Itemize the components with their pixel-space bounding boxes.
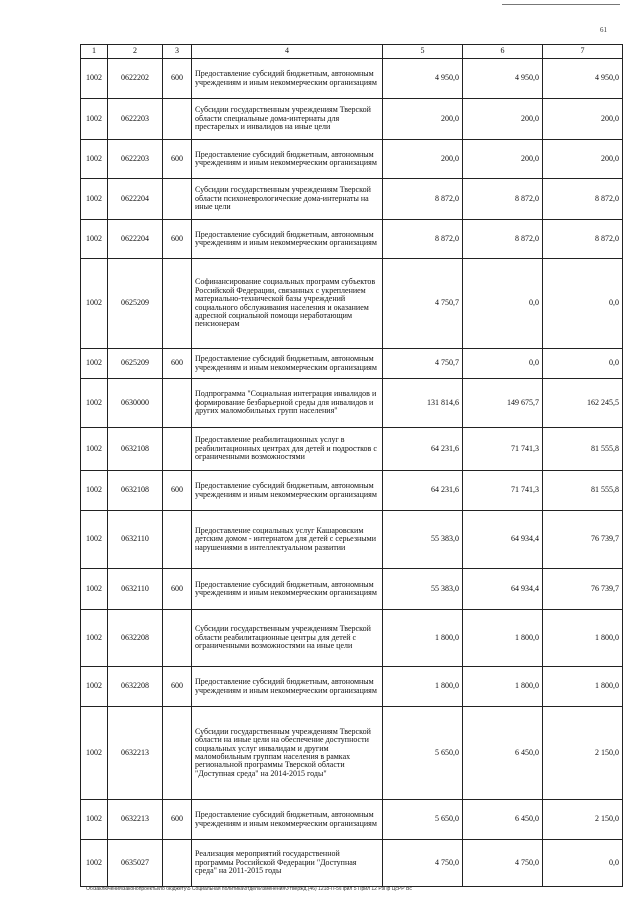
item-name: Софинансирование социальных программ субъектов Российской Федерации, связанных с укреплением материально-технической базы учреждений социального обслуживания населения и оказанием адресной социальной помощи неработающим пенсионерам bbox=[192, 259, 383, 349]
section-code: 1002 bbox=[81, 379, 108, 428]
amount-col7: 1 800,0 bbox=[543, 667, 623, 707]
amount-col5: 4 750,0 bbox=[383, 840, 463, 887]
target-code: 0625209 bbox=[108, 259, 163, 349]
amount-col7: 8 872,0 bbox=[543, 220, 623, 259]
amount-col5: 4 750,7 bbox=[383, 259, 463, 349]
header-cell: 6 bbox=[463, 45, 543, 59]
item-name: Реализация мероприятий государственной программы Российской Федерации "Доступная среда" на 2011-2015 годы bbox=[192, 840, 383, 887]
table-row bbox=[81, 59, 623, 99]
amount-col5: 64 231,6 bbox=[383, 471, 463, 511]
expense-type: 600 bbox=[163, 569, 192, 610]
item-name: Предоставление субсидий бюджетным, автономным учреждениям и иным некоммерческим организациям bbox=[192, 569, 383, 610]
amount-col6: 200,0 bbox=[463, 99, 543, 140]
table-row bbox=[81, 140, 623, 179]
amount-col7: 81 555,8 bbox=[543, 471, 623, 511]
expense-type bbox=[163, 179, 192, 220]
section-code: 1002 bbox=[81, 471, 108, 511]
expense-type bbox=[163, 610, 192, 667]
table-row bbox=[81, 569, 623, 610]
item-name: Предоставление субсидий бюджетным, автономным учреждениям и иным некоммерческим организациям bbox=[192, 349, 383, 379]
amount-col5: 5 650,0 bbox=[383, 800, 463, 840]
item-name: Предоставление субсидий бюджетным, автономным учреждениям и иным некоммерческим организациям bbox=[192, 800, 383, 840]
section-code: 1002 bbox=[81, 569, 108, 610]
target-code: 0625209 bbox=[108, 349, 163, 379]
amount-col6: 0,0 bbox=[463, 349, 543, 379]
table-row bbox=[81, 259, 623, 349]
amount-col5: 5 650,0 bbox=[383, 707, 463, 800]
section-code: 1002 bbox=[81, 140, 108, 179]
item-name: Предоставление субсидий бюджетным, автономным учреждениям и иным некоммерческим организациям bbox=[192, 59, 383, 99]
amount-col5: 1 800,0 bbox=[383, 667, 463, 707]
target-code: 0622203 bbox=[108, 99, 163, 140]
header-row bbox=[81, 45, 623, 59]
amount-col5: 55 383,0 bbox=[383, 569, 463, 610]
amount-col7: 0,0 bbox=[543, 259, 623, 349]
amount-col7: 0,0 bbox=[543, 840, 623, 887]
amount-col5: 1 800,0 bbox=[383, 610, 463, 667]
item-name: Подпрограмма "Социальная интеграция инвалидов и формирование безбарьерной среды для инвалидов и других маломобильных групп населения" bbox=[192, 379, 383, 428]
expense-type bbox=[163, 428, 192, 471]
section-code: 1002 bbox=[81, 707, 108, 800]
target-code: 0632110 bbox=[108, 511, 163, 569]
item-name: Предоставление реабилитационных услуг в реабилитационных центрах для детей и подростков с ограниченными возможностями bbox=[192, 428, 383, 471]
header-cell: 1 bbox=[81, 45, 108, 59]
expense-type: 600 bbox=[163, 59, 192, 99]
header-cell: 3 bbox=[163, 45, 192, 59]
table-row bbox=[81, 667, 623, 707]
table-row bbox=[81, 707, 623, 800]
target-code: 0632213 bbox=[108, 800, 163, 840]
expense-type bbox=[163, 379, 192, 428]
amount-col5: 200,0 bbox=[383, 99, 463, 140]
expense-type: 600 bbox=[163, 667, 192, 707]
amount-col6: 0,0 bbox=[463, 259, 543, 349]
amount-col7: 1 800,0 bbox=[543, 610, 623, 667]
amount-col6: 4 750,0 bbox=[463, 840, 543, 887]
item-name: Предоставление субсидий бюджетным, автономным учреждениям и иным некоммерческим организациям bbox=[192, 140, 383, 179]
section-code: 1002 bbox=[81, 259, 108, 349]
amount-col7: 2 150,0 bbox=[543, 707, 623, 800]
section-code: 1002 bbox=[81, 220, 108, 259]
target-code: 0632108 bbox=[108, 428, 163, 471]
amount-col5: 131 814,6 bbox=[383, 379, 463, 428]
target-code: 0630000 bbox=[108, 379, 163, 428]
table-row bbox=[81, 179, 623, 220]
item-name: Субсидии государственным учреждениям Тверской области психоневрологические дома-интернаты на иные цели bbox=[192, 179, 383, 220]
amount-col7: 162 245,5 bbox=[543, 379, 623, 428]
amount-col6: 8 872,0 bbox=[463, 179, 543, 220]
section-code: 1002 bbox=[81, 428, 108, 471]
table-row bbox=[81, 511, 623, 569]
section-code: 1002 bbox=[81, 179, 108, 220]
expense-type: 600 bbox=[163, 471, 192, 511]
table-row bbox=[81, 428, 623, 471]
section-code: 1002 bbox=[81, 99, 108, 140]
section-code: 1002 bbox=[81, 610, 108, 667]
amount-col7: 0,0 bbox=[543, 349, 623, 379]
table-row bbox=[81, 471, 623, 511]
amount-col5: 8 872,0 bbox=[383, 179, 463, 220]
item-name: Субсидии государственным учреждениям Тверской области на иные цели на обеспечение доступности социальных услуг инвалидам и другим маломобильным группам населения в рамках региональной программы Тверской области "Доступная среда" на 2014-2015 годы" bbox=[192, 707, 383, 800]
amount-col6: 6 450,0 bbox=[463, 707, 543, 800]
expense-type: 600 bbox=[163, 800, 192, 840]
amount-col6: 64 934,4 bbox=[463, 569, 543, 610]
section-code: 1002 bbox=[81, 667, 108, 707]
target-code: 0622204 bbox=[108, 220, 163, 259]
header-cell: 4 bbox=[192, 45, 383, 59]
target-code: 0622204 bbox=[108, 179, 163, 220]
amount-col6: 1 800,0 bbox=[463, 667, 543, 707]
amount-col6: 71 741,3 bbox=[463, 471, 543, 511]
section-code: 1002 bbox=[81, 511, 108, 569]
expense-type: 600 bbox=[163, 349, 192, 379]
target-code: 0632213 bbox=[108, 707, 163, 800]
item-name: Предоставление субсидий бюджетным, автономным учреждениям и иным некоммерческим организациям bbox=[192, 220, 383, 259]
amount-col7: 76 739,7 bbox=[543, 511, 623, 569]
target-code: 0632110 bbox=[108, 569, 163, 610]
amount-col7: 200,0 bbox=[543, 140, 623, 179]
amount-col5: 64 231,6 bbox=[383, 428, 463, 471]
amount-col6: 6 450,0 bbox=[463, 800, 543, 840]
table-row bbox=[81, 840, 623, 887]
amount-col6: 4 950,0 bbox=[463, 59, 543, 99]
amount-col5: 55 383,0 bbox=[383, 511, 463, 569]
item-name: Субсидии государственным учреждениям Тверской области реабилитационные центры для детей с ограниченными возможностями на иные цели bbox=[192, 610, 383, 667]
item-name: Предоставление субсидий бюджетным, автономным учреждениям и иным некоммерческим организациям bbox=[192, 667, 383, 707]
file-path-footer: Об\заключения\законопроекты\по бюджету\5 Социальная политика\отдел\Изменения\Утвержд.(46) 1218-П-5\Прил 5 Прил 12 РзПр ЦсРР Вс bbox=[86, 886, 412, 892]
section-code: 1002 bbox=[81, 59, 108, 99]
expense-type: 600 bbox=[163, 220, 192, 259]
table-row bbox=[81, 610, 623, 667]
expense-type bbox=[163, 99, 192, 140]
expense-type bbox=[163, 840, 192, 887]
target-code: 0632208 bbox=[108, 610, 163, 667]
table-row bbox=[81, 99, 623, 140]
table-row bbox=[81, 379, 623, 428]
amount-col7: 81 555,8 bbox=[543, 428, 623, 471]
amount-col6: 64 934,4 bbox=[463, 511, 543, 569]
amount-col6: 149 675,7 bbox=[463, 379, 543, 428]
item-name: Предоставление социальных услуг Кашаровским детским домом - интернатом для детей с серьезными нарушениями в интеллектуальном развитии bbox=[192, 511, 383, 569]
header-cell: 5 bbox=[383, 45, 463, 59]
amount-col5: 200,0 bbox=[383, 140, 463, 179]
header-cell: 7 bbox=[543, 45, 623, 59]
amount-col6: 71 741,3 bbox=[463, 428, 543, 471]
table-row bbox=[81, 800, 623, 840]
table-row bbox=[81, 220, 623, 259]
amount-col5: 4 950,0 bbox=[383, 59, 463, 99]
target-code: 0632208 bbox=[108, 667, 163, 707]
amount-col5: 4 750,7 bbox=[383, 349, 463, 379]
expense-type bbox=[163, 707, 192, 800]
section-code: 1002 bbox=[81, 800, 108, 840]
amount-col7: 76 739,7 bbox=[543, 569, 623, 610]
target-code: 0622203 bbox=[108, 140, 163, 179]
target-code: 0632108 bbox=[108, 471, 163, 511]
amount-col7: 200,0 bbox=[543, 99, 623, 140]
target-code: 0622202 bbox=[108, 59, 163, 99]
budget-table bbox=[80, 44, 623, 887]
header-cell: 2 bbox=[108, 45, 163, 59]
expense-type bbox=[163, 259, 192, 349]
amount-col6: 200,0 bbox=[463, 140, 543, 179]
top-rule bbox=[502, 4, 620, 5]
page-number: 61 bbox=[600, 26, 607, 34]
amount-col5: 8 872,0 bbox=[383, 220, 463, 259]
section-code: 1002 bbox=[81, 349, 108, 379]
table-row bbox=[81, 349, 623, 379]
item-name: Предоставление субсидий бюджетным, автономным учреждениям и иным некоммерческим организациям bbox=[192, 471, 383, 511]
section-code: 1002 bbox=[81, 840, 108, 887]
expense-type bbox=[163, 511, 192, 569]
item-name: Субсидии государственным учреждениям Тверской области специальные дома-интернаты для престарелых и инвалидов на иные цели bbox=[192, 99, 383, 140]
amount-col7: 8 872,0 bbox=[543, 179, 623, 220]
amount-col6: 8 872,0 bbox=[463, 220, 543, 259]
target-code: 0635027 bbox=[108, 840, 163, 887]
amount-col7: 4 950,0 bbox=[543, 59, 623, 99]
expense-type: 600 bbox=[163, 140, 192, 179]
amount-col7: 2 150,0 bbox=[543, 800, 623, 840]
amount-col6: 1 800,0 bbox=[463, 610, 543, 667]
